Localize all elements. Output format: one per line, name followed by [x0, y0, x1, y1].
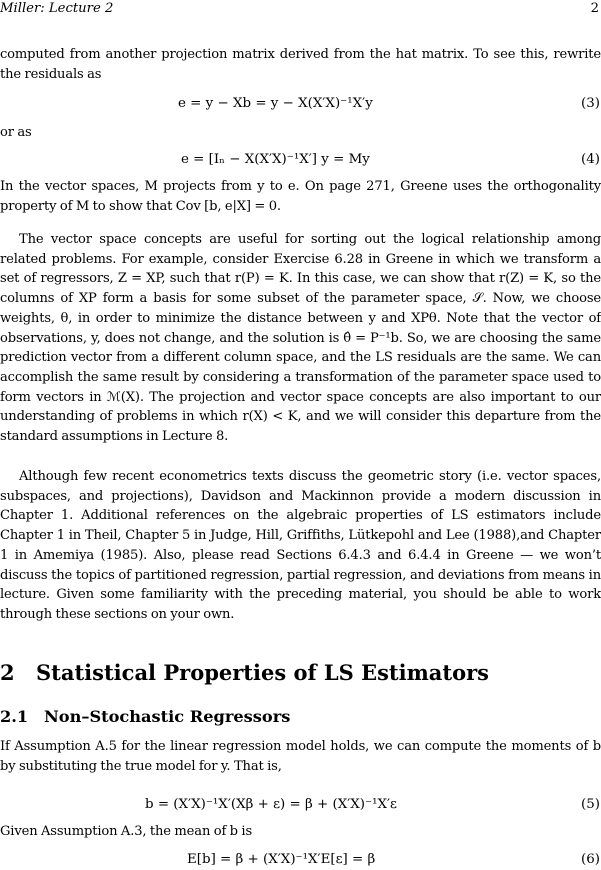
- section-number: 2: [0, 660, 15, 685]
- section-title: Statistical Properties of LS Estimators: [36, 660, 489, 685]
- equation-6-number: (6): [581, 852, 600, 867]
- equation-5-number: (5): [581, 797, 600, 812]
- page-number: 2: [590, 1, 599, 16]
- running-head: [0, 0, 601, 18]
- equation-5-body: b = (X′X)⁻¹X′(Xβ + ε) = β + (X′X)⁻¹X′ε: [145, 797, 397, 812]
- equation-5: [0, 795, 601, 815]
- running-head-title: Miller: Lecture 2: [0, 1, 114, 16]
- subsection-number: 2.1: [0, 707, 29, 726]
- section-heading: [0, 661, 489, 685]
- equation-4-body: e = [Iₙ − X(X′X)⁻¹X′] y = My: [181, 152, 370, 167]
- equation-3: [0, 94, 601, 114]
- subsection-title: Non–Stochastic Regressors: [44, 707, 291, 726]
- equation-3-body: e = y − Xb = y − X(X′X)⁻¹X′y: [178, 96, 373, 111]
- paragraph-references: Although few recent econometrics texts discuss the geometric story (i.e. vector spaces, subspaces, and projections), Davidson and Mackinnon provide a modern discussion in Chapter 1. Additional references on the algebraic properties of LS estimators include Chapter 1 in Theil, Chapter 5 in Judge, Hill, Griffiths, Lütkepohl and Lee (1988),and Chapter 1 in Amemiya (1985). Also, please read Sections 6.4.3 and 6.4.4 in Greene — we won’t discuss the topics of partitioned regression, partial regression, and deviations from means in lecture. Given some familiarity with the preceding material, you should be able to work through these sections on your own.: [0, 469, 601, 622]
- paragraph-vector-spaces: In the vector spaces, M projects from y to e. On page 271, Greene uses the orthogonality property of M to show that Cov [b, e|X] = 0.: [0, 179, 601, 214]
- paragraph-moments: If Assumption A.5 for the linear regression model holds, we can compute the moments of b by substituting the true model for y. That is,: [0, 739, 601, 774]
- paragraph-mean-of-b: Given Assumption A.3, the mean of b is: [0, 824, 253, 839]
- paragraph-residuals-intro: computed from another projection matrix derived from the hat matrix. To see this, rewrite the residuals as: [0, 47, 601, 82]
- paragraph-or-as: or as: [0, 125, 32, 140]
- equation-6: [0, 850, 601, 870]
- equation-4: [0, 150, 601, 170]
- paragraph-vector-space-concepts: The vector space concepts are useful for sorting out the logical relationship among related problems. For example, consider Exercise 6.28 in Greene in which we transform a set of regressors, Z = XP, such that r(P) = K. In this case, we can show that r(Z) = K, so the columns of XP form a basis for some subset of the parameter space, 𝒮. Now, we choose weights, θ, in order to minimize the distance between y and XPθ. Note that the vector of observations, y, does not change, and the solution is θ̂ = P⁻¹b. So, we are choosing the same prediction vector from a different column space, and the LS residuals are the same. We can accomplish the same result by considering a transformation of the parameter space used to form vectors in ℳ(X). The projection and vector space concepts are also important to our understanding of problems in which r(X) < K, and we will consider this departure from the standard assumptions in Lecture 8.: [0, 232, 601, 445]
- subsection-heading: [0, 707, 290, 727]
- equation-3-number: (3): [581, 96, 600, 111]
- equation-6-body: E[b] = β + (X′X)⁻¹X′E[ε] = β: [187, 852, 376, 867]
- equation-4-number: (4): [581, 152, 600, 167]
